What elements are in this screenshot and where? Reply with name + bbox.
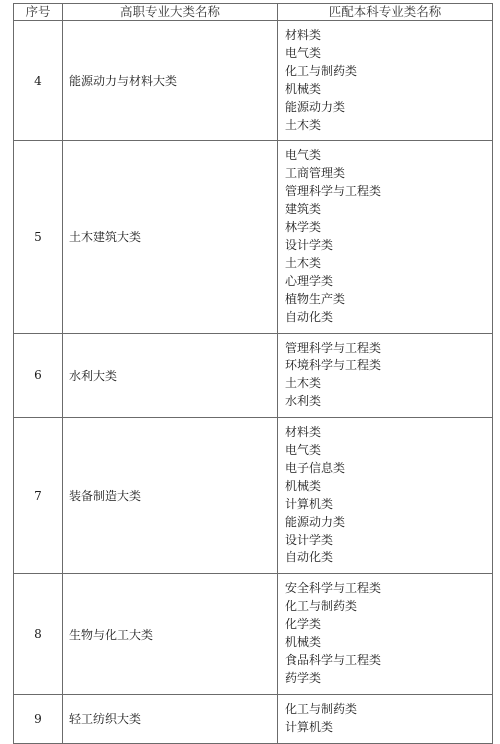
matched-category-item: 土木类 xyxy=(285,376,322,391)
header-matched-undergrad-category: 匹配本科专业类名称 xyxy=(278,4,493,21)
matched-category-item: 食品科学与工程类 xyxy=(285,653,382,667)
row-seq-number: 6 xyxy=(14,333,63,418)
matched-categories-cell xyxy=(278,141,493,333)
matched-category-item: 化工与制药类 xyxy=(285,63,358,78)
matched-category-item: 自动化类 xyxy=(285,550,334,565)
matched-categories-cell xyxy=(278,418,493,574)
matched-category-item: 环境科学与工程类 xyxy=(285,358,382,373)
matched-categories-cell xyxy=(278,574,493,694)
matched-category-item: 电气类 xyxy=(285,443,322,458)
matched-category-item: 能源动力类 xyxy=(285,99,346,114)
matched-category-item: 机械类 xyxy=(285,478,322,493)
matched-category-item: 林学类 xyxy=(285,220,322,235)
vocational-category-name: 生物与化工大类 xyxy=(63,574,278,694)
matched-category-item: 工商管理类 xyxy=(285,166,346,181)
header-vocational-category: 高职专业大类名称 xyxy=(63,4,278,21)
matched-category-item: 化工与制药类 xyxy=(285,599,358,614)
matched-category-item: 自动化类 xyxy=(285,309,334,324)
matched-category-item: 设计学类 xyxy=(285,532,334,547)
matched-category-item: 药学类 xyxy=(285,670,322,685)
matched-category-item: 建筑类 xyxy=(285,202,322,217)
matched-category-item: 植物生产类 xyxy=(285,291,346,306)
table-row xyxy=(14,574,493,694)
matched-category-item: 机械类 xyxy=(285,635,322,650)
matched-category-item: 管理科学与工程类 xyxy=(285,184,382,199)
matched-category-item: 化学类 xyxy=(285,617,322,632)
table-row xyxy=(14,418,493,574)
matched-category-item: 计算机类 xyxy=(285,496,334,511)
table-header-row xyxy=(14,4,493,21)
row-seq-number: 4 xyxy=(14,21,63,141)
row-seq-number: 5 xyxy=(14,141,63,333)
matched-category-item: 安全科学与工程类 xyxy=(285,581,382,596)
vocational-category-name: 水利大类 xyxy=(63,333,278,418)
matched-category-item: 材料类 xyxy=(285,28,322,42)
row-seq-number: 7 xyxy=(14,418,63,574)
table-row xyxy=(14,141,493,333)
matched-category-item: 土木类 xyxy=(285,255,322,270)
matched-category-item: 水利类 xyxy=(285,394,322,409)
matched-category-item: 土木类 xyxy=(285,117,322,132)
matched-category-item: 电气类 xyxy=(285,148,322,163)
matched-category-item: 管理科学与工程类 xyxy=(285,340,382,355)
table-body xyxy=(14,21,493,744)
row-seq-number: 8 xyxy=(14,574,63,694)
matched-category-item: 心理学类 xyxy=(285,273,334,288)
row-seq-number: 9 xyxy=(14,694,63,743)
matched-category-item: 机械类 xyxy=(285,81,322,96)
table-row xyxy=(14,333,493,418)
matched-categories-cell xyxy=(278,694,493,743)
matched-category-item: 电气类 xyxy=(285,45,322,60)
matched-category-item: 电子信息类 xyxy=(285,460,346,475)
vocational-category-name: 装备制造大类 xyxy=(63,418,278,574)
vocational-category-name: 土木建筑大类 xyxy=(63,141,278,333)
major-matching-table xyxy=(13,3,493,744)
matched-categories-cell xyxy=(278,21,493,141)
matched-category-item: 材料类 xyxy=(285,425,322,440)
vocational-category-name: 能源动力与材料大类 xyxy=(63,21,278,141)
matched-category-item: 化工与制药类 xyxy=(285,701,358,716)
matched-categories-cell xyxy=(278,333,493,418)
vocational-category-name: 轻工纺织大类 xyxy=(63,694,278,743)
table-row xyxy=(14,21,493,141)
table-row xyxy=(14,694,493,743)
matched-category-item: 设计学类 xyxy=(285,237,334,252)
matched-category-item: 能源动力类 xyxy=(285,514,346,529)
header-seq: 序号 xyxy=(14,4,63,21)
matched-category-item: 计算机类 xyxy=(285,719,334,734)
